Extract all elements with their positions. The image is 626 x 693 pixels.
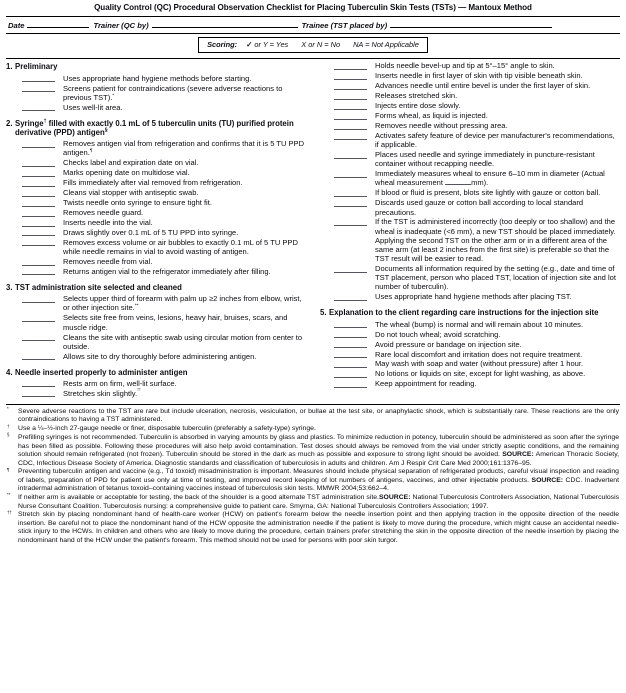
checklist-item-label: Advances needle until entire bevel is under the first layer of skin. <box>375 81 591 91</box>
checklist-item[interactable] <box>320 81 620 90</box>
checklist-item-blank[interactable] <box>22 294 55 303</box>
checklist-item[interactable] <box>320 330 620 339</box>
checklist-item-blank[interactable] <box>22 228 55 237</box>
checklist-item-label: Removes needle without pressing area. <box>375 121 508 131</box>
trainer-input-blank[interactable] <box>152 20 298 28</box>
checklist-item[interactable] <box>320 264 620 291</box>
checklist-item[interactable] <box>6 84 310 102</box>
checklist-item-label: Screens patient for contraindications (severe adverse reactions to previous TST).* <box>63 83 283 102</box>
checklist-item-label: Removes antigen vial from refrigeration and confirms that it is 5 TU PPD antigen.¶ <box>63 139 305 158</box>
checklist-item-label: Places used needle and syringe immediately in puncture-resistant container without recapping needle. <box>375 150 595 169</box>
checklist-item-label: Injects entire dose slowly. <box>375 101 461 111</box>
checklist-item-label: Uses appropriate hand hygiene methods after placing TST. <box>375 292 572 302</box>
checklist-item-blank[interactable] <box>334 101 367 110</box>
checklist-item[interactable] <box>6 139 310 157</box>
checklist-item-label: Forms wheal, as liquid is injected. <box>375 111 488 121</box>
footnote-source-label: SOURCE: <box>531 476 564 484</box>
checklist-item[interactable] <box>320 379 620 388</box>
checklist-item-blank[interactable] <box>22 139 55 148</box>
footnote <box>7 408 619 425</box>
footnote-text: If neither arm is available or acceptable for testing, the back of the shoulder is a good alternate TST administration site.SOURCE: National Tuberculosis Controllers Association, National Tuberculosis Nurse Consultant Coalition. Tuberculosis nursing: a comprehensive guide to patient care. Smyrna, GA: National Tuberculosis Controllers Association; 1997. <box>18 494 620 510</box>
scoring-option-no: X or N = No <box>301 40 341 50</box>
checklist-item-blank[interactable] <box>22 267 55 276</box>
checklist-item[interactable] <box>6 218 310 227</box>
checklist-item-label: Removes needle from vial. <box>63 257 153 267</box>
footnote <box>7 511 619 545</box>
checklist-item[interactable] <box>320 198 620 216</box>
checklist-item-label: Immediately measures wheal to ensure 6–10 mm in diameter (Actual wheal measurement mm). <box>375 169 605 188</box>
checklist-item[interactable] <box>320 340 620 349</box>
checklist-item-label: Avoid pressure or bandage on injection site. <box>375 339 522 349</box>
checklist-item[interactable] <box>6 352 310 361</box>
checklist-item-blank[interactable] <box>22 389 55 398</box>
trainer-label: Trainer (QC by) <box>93 20 149 30</box>
scoring-option-yes <box>246 40 288 49</box>
checklist-item-blank[interactable] <box>22 238 55 247</box>
checklist-item-blank[interactable] <box>22 379 55 388</box>
checklist-item-label: Allows site to dry thoroughly before administering antigen. <box>63 351 257 361</box>
section-title: Needle inserted properly to administer antigen <box>15 367 188 377</box>
checklist-item-label: Holds needle bevel-up and tip at 5°–15° angle to skin. <box>375 61 555 71</box>
checklist-item-blank[interactable] <box>22 352 55 361</box>
date-input-blank[interactable] <box>27 20 89 28</box>
checklist-item[interactable] <box>320 61 620 70</box>
checklist-item-label: Uses appropriate hand hygiene methods before starting. <box>63 73 252 83</box>
checklist-item-blank[interactable] <box>334 121 367 130</box>
checklist-item-label: Marks opening date on multidose vial. <box>63 168 190 178</box>
checklist-item[interactable] <box>6 257 310 266</box>
checklist-item-blank[interactable] <box>22 257 55 266</box>
section-heading <box>6 62 310 71</box>
checklist-item-blank[interactable] <box>22 158 55 167</box>
checklist-item-blank[interactable] <box>22 208 55 217</box>
checklist-item[interactable] <box>6 208 310 217</box>
checklist-item-label: Stretches skin slightly.†† <box>63 386 141 399</box>
footnote-text: Prefilling syringes is not recommended. Tuberculin is absorbed in varying amounts by glass and plastics. To minimize reduction in potency, tuberculin should be administered as soon after the syringe has been filled as possible. Following these procedures will also help avoid contamination. Test doses should always be removed from the vial under strictly aseptic conditions, and the remaining solution should remain refrigerated (not frozen). Tuberculin should be stored in the dark as much as possible and exposure to strong light should be avoided. SOURCE: American Thoracic Society, CDC, Infectious Disease Society of America. Diagnostic standards and classification of tuberculosis in adults and children. Am J Respir Crit Care Med 2000;161:1376–95. <box>18 434 620 467</box>
checklist-item-label: Keep appointment for reading. <box>375 379 477 389</box>
checklist-item-label: Checks label and expiration date on vial. <box>63 158 199 168</box>
checklist-item-label: Releases stretched skin. <box>375 91 458 101</box>
section-number: 1. <box>6 62 13 72</box>
section-title: Preliminary <box>15 62 58 72</box>
checklist-item-blank[interactable] <box>334 198 367 207</box>
checklist-item[interactable] <box>6 178 310 187</box>
checklist-item-blank[interactable] <box>334 369 367 378</box>
checklist-item[interactable] <box>320 320 620 329</box>
footnote-marker: ** <box>7 492 11 498</box>
checklist-item-label: Activates safety feature of device per manufacturer's recommendations, if applicable. <box>375 131 615 150</box>
checklist-item-label: Twists needle onto syringe to ensure tight fit. <box>63 198 212 208</box>
checklist-item-label: Do not touch wheal; avoid scratching. <box>375 329 501 339</box>
trainee-label: Trainee (TST placed by) <box>301 20 388 30</box>
checklist-item-blank[interactable] <box>22 74 55 83</box>
checklist-item-blank[interactable] <box>334 379 367 388</box>
checklist-item-label: Rare local discomfort and irritation does not require treatment. <box>375 349 583 359</box>
checklist-item[interactable] <box>6 313 310 331</box>
checklist-item-blank[interactable] <box>334 217 367 226</box>
scoring-legend <box>198 37 428 54</box>
footnotes-block <box>0 408 626 545</box>
section-title: Explanation to the client regarding care instructions for the injection site <box>329 308 599 318</box>
section-number: 3. <box>6 283 13 293</box>
wheal-measure-blank[interactable] <box>445 178 471 185</box>
footnote-marker: †† <box>7 509 12 515</box>
checklist-item-label: If blood or fluid is present, blots site lightly with gauze or cotton ball. <box>375 188 601 198</box>
footnote-text: Use a ¼–½-inch 27-gauge needle or finer, disposable tuberculin (preferably a safety-type) syringe. <box>18 425 316 433</box>
checklist-item[interactable] <box>320 121 620 130</box>
checklist-item-blank[interactable] <box>334 81 367 90</box>
checklist-columns <box>0 61 626 399</box>
right-column <box>316 61 620 399</box>
checklist-item-label: Removes excess volume or air bubbles to exactly 0.1 mL of 5 TU PPD while needle remains in vial to avoid wasting of antigen. <box>63 237 298 257</box>
section-heading <box>320 308 620 317</box>
scoring-option-na: NA = Not Applicable <box>353 40 419 50</box>
section-title: Syringe† filled with exactly 0.1 mL of 5 tuberculin units (TU) purified protein derivative (PPD) antigen§ <box>15 118 294 137</box>
section-number: 5. <box>320 308 327 318</box>
checklist-item[interactable] <box>320 91 620 100</box>
footnotes-rule <box>6 404 620 405</box>
checklist-item[interactable] <box>320 350 620 359</box>
checklist-item[interactable] <box>320 111 620 120</box>
checkmark-icon: ✓ <box>246 40 253 50</box>
checklist-item-blank[interactable] <box>334 61 367 70</box>
checklist-item-blank[interactable] <box>334 292 367 301</box>
checklist-item-blank[interactable] <box>334 188 367 197</box>
checklist-item-label: If the TST is administered incorrectly (too deeply or too shallow) and the wheal is inadequate (<6 mm), a new TST should be placed immediately. Applying the second TST on the other arm or in a different area of the same arm (at least 2 inches from the first site) is preferable so that the TST result will be easier to read. <box>375 217 616 264</box>
checklist-item-blank[interactable] <box>334 169 367 178</box>
checklist-item-label: Discards used gauze or cotton ball according to local standard precautions. <box>375 198 584 217</box>
footnote-marker: § <box>7 432 10 438</box>
checklist-item[interactable] <box>320 169 620 187</box>
checklist-item-label: Draws slightly over 0.1 mL of 5 TU PPD into syringe. <box>63 227 239 237</box>
footnote-source-label: SOURCE: <box>378 494 411 502</box>
checklist-item-blank[interactable] <box>334 71 367 80</box>
footnote-marker: ¶ <box>7 466 10 472</box>
checklist-item-label: No lotions or liquids on site, except for light washing, as above. <box>375 369 586 379</box>
checklist-item[interactable] <box>6 379 310 388</box>
checklist-item-label: Rests arm on firm, well-lit surface. <box>63 378 177 388</box>
footnote-marker: * <box>7 406 9 412</box>
checklist-item-blank[interactable] <box>22 168 55 177</box>
checklist-item[interactable] <box>320 150 620 168</box>
section-heading <box>6 119 310 137</box>
body-top-rule <box>6 58 620 59</box>
checklist-item-label: Inserts needle into the vial. <box>63 218 153 227</box>
checklist-item-blank[interactable] <box>334 350 367 359</box>
checklist-item-label: Cleans vial stopper with antiseptic swab. <box>63 188 199 198</box>
checklist-item-label: Uses well-lit area. <box>63 102 123 112</box>
checklist-item-label: Documents all information required by the setting (e.g., date and time of TST placement, person who placed TST, location of injection site and lot number of tuberculin). <box>375 264 616 292</box>
footnote <box>7 468 619 493</box>
section-title: TST administration site selected and cleaned <box>15 283 182 293</box>
checklist-item-blank[interactable] <box>22 333 55 342</box>
checklist-item-blank[interactable] <box>22 198 55 207</box>
checklist-item[interactable] <box>6 74 310 83</box>
checklist-item[interactable] <box>320 359 620 368</box>
scoring-legend-wrap <box>0 34 626 59</box>
checklist-item[interactable] <box>320 101 620 110</box>
checklist-item[interactable] <box>320 369 620 378</box>
checklist-item-label: The wheal (bump) is normal and will remain about 10 minutes. <box>375 319 584 329</box>
checklist-item[interactable] <box>320 292 620 301</box>
checklist-item[interactable] <box>6 158 310 167</box>
checklist-item-blank[interactable] <box>22 178 55 187</box>
checklist-item[interactable] <box>6 103 310 112</box>
checklist-item[interactable] <box>320 217 620 263</box>
footnote-text: Preventing tuberculin antigen and vaccine (e.g., Td toxoid) misadministration is important. Measures should include physical separation of refrigerated products, careful visual inspection and reading of labels, preparation of PPD for patient use only at time of testing, and improved record keeping of lot numbers of antigens, vaccines, and other injectable products. SOURCE: CDC. Inadvertent intradermal administration of tetanus toxoid–containing vaccines instead of tuberculosis skin tests. MMWR 2004;53:662–4. <box>18 468 619 493</box>
checklist-item-label: Fills immediately after vial removed from refrigeration. <box>63 178 243 188</box>
checklist-item-blank[interactable] <box>334 150 367 159</box>
checklist-item[interactable] <box>320 131 620 149</box>
footnote-text: Severe adverse reactions to the TST are rare but include ulceration, necrosis, vesiculation, or bullae at the test site, or anaphylactic shock, which is substantially rare. These reactions are the only contraindications to having a TST administered. <box>18 408 619 424</box>
checklist-item[interactable] <box>6 267 310 276</box>
checklist-item-label: Returns antigen vial to the refrigerator immediately after filling. <box>63 266 271 276</box>
footnote <box>7 494 619 511</box>
scoring-label: Scoring: <box>207 40 238 50</box>
checklist-item[interactable] <box>6 238 310 256</box>
left-column <box>6 61 316 399</box>
checklist-item-blank[interactable] <box>22 103 55 112</box>
footnote <box>7 425 619 433</box>
checklist-item-label: Selects upper third of forearm with palm up ≥2 inches from elbow, wrist, or other injection site.** <box>63 294 302 313</box>
checklist-item[interactable] <box>6 198 310 207</box>
checklist-item-blank[interactable] <box>334 131 367 140</box>
checklist-item[interactable] <box>6 168 310 177</box>
checklist-item[interactable] <box>6 333 310 351</box>
checklist-item-blank[interactable] <box>334 359 367 368</box>
checklist-item-blank[interactable] <box>334 330 367 339</box>
section-number: 2. <box>6 118 13 128</box>
checklist-item[interactable] <box>320 71 620 80</box>
scoring-yes-text: or Y = Yes <box>254 40 289 50</box>
trainee-input-blank[interactable] <box>390 20 552 28</box>
footnote <box>7 434 619 468</box>
checklist-item-blank[interactable] <box>334 264 367 273</box>
checklist-item[interactable] <box>320 188 620 197</box>
section-heading <box>6 368 310 377</box>
section-heading <box>6 283 310 292</box>
footnote-marker: † <box>7 423 10 429</box>
checklist-item-label: Inserts needle in first layer of skin with tip visible beneath skin. <box>375 71 583 81</box>
checklist-item-blank[interactable] <box>22 84 55 93</box>
checklist-item-label: May wash with soap and water (without pressure) after 1 hour. <box>375 359 584 369</box>
checklist-item-label: Removes needle guard. <box>63 208 144 218</box>
checklist-item-blank[interactable] <box>22 313 55 322</box>
checklist-item-blank[interactable] <box>22 218 55 227</box>
page-title: Quality Control (QC) Procedural Observation Checklist for Placing Tuberculin Skin Tests (TSTs) — Mantoux Method <box>94 3 532 12</box>
checklist-item[interactable] <box>6 294 310 312</box>
checklist-item-blank[interactable] <box>334 340 367 349</box>
checklist-item-label: Selects site free from veins, lesions, heavy hair, bruises, scars, and muscle ridge. <box>63 313 288 332</box>
date-label: Date <box>8 20 25 30</box>
checklist-item-blank[interactable] <box>334 111 367 120</box>
checklist-item-blank[interactable] <box>334 320 367 329</box>
checklist-item-blank[interactable] <box>22 188 55 197</box>
section-number: 4. <box>6 367 13 377</box>
checklist-item[interactable] <box>6 228 310 237</box>
checklist-item[interactable] <box>6 386 310 399</box>
footnote-text: Stretch skin by placing nondominant hand of health-care worker (HCW) on patient's forearm below the needle insertion point and then applying traction in the opposite direction of the needle insertion. Be careful not to place the nondominant hand of the HCW opposite the administration needle if the patient is likely to move during the procedure, which might cause an accidental needle-stick injury to the HCWs. In children and others who are likely to move during the procedure, certain trainers prefer stretching the skin in the opposite direction of the needle insertion by placing the nondominant hand of the HCW under the patient's forearm. This method should not be used for persons with poor skin turgor. <box>18 511 619 544</box>
footnote-source-label: SOURCE: <box>502 451 534 459</box>
identification-line <box>0 17 626 33</box>
checklist-item-label: Cleans the site with antiseptic swab using circular motion from center to outside. <box>63 332 303 351</box>
checklist-item-blank[interactable] <box>334 91 367 100</box>
checklist-item[interactable] <box>6 188 310 197</box>
